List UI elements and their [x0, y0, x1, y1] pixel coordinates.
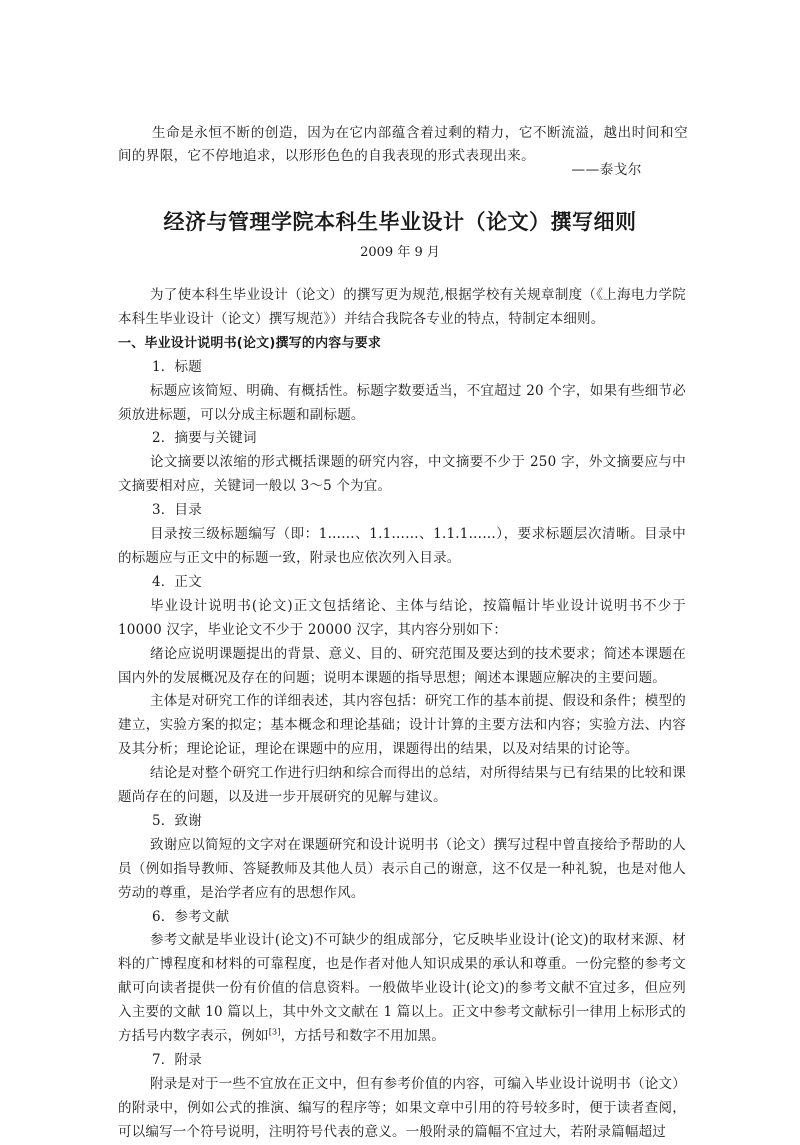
document-date: 2009 年 9 月 — [360, 245, 440, 260]
intro-paragraph: 为了使本科生毕业设计（论文）的撰写更为规范,根据学校有关规章制度（《上海电力学院本科生毕业设计（论文）撰写规范》）并结合我院各专业的特点，特制定本细则。 — [118, 287, 686, 327]
item-heading-appendix: 7．附录 — [152, 1052, 202, 1068]
document-body — [118, 284, 686, 1145]
paragraph: 结论是对整个研究工作进行归纳和综合而得出的总结，对所得结果与已有结果的比较和课题尚存在的问题，以及进一步开展研究的见解与建议。 — [118, 765, 686, 806]
paragraph: 毕业设计说明书(论文)正文包括绪论、主体与结论，按篇幅计毕业设计说明书不少于 10000 汉字，毕业论文不少于 20000 汉字，其内容分别如下： — [118, 597, 686, 638]
paragraph-text: ，方括号和数字不用加黑。 — [280, 1028, 446, 1045]
paragraph: 论文摘要以浓缩的形式概括课题的研究内容，中文摘要不少于 250 字，外文摘要应与中文摘要相对应，关键词一般以 3～5 个为宜。 — [118, 454, 686, 495]
item-heading-references: 6．参考文献 — [152, 908, 230, 925]
paragraph-text: 参考文献是毕业设计(论文)不可缺少的组成部分，它反映毕业设计(论文)的取材来源、材料的广博程度和材料的可靠程度，也是作者对他人知识成果的承认和尊重。一份完整的参考文献可向读者提供一份有价值的信息资料。一般做毕业设计(论文)的参考文献不宜过多，但应列入主要的文献 10 篇以上，其中外文文献在 1 篇以上。正文中参考文献标引一律用上标形式的方括号内数字表示，例如 — [118, 932, 686, 1045]
item-heading-body: 4．正文 — [152, 573, 202, 590]
paragraph: 主体是对研究工作的详细表述，其内容包括：研究工作的基本前提、假设和条件；模型的建立，实验方案的拟定；基本概念和理论基础；设计计算的主要方法和内容；实验方法、内容及其分析；理论论证，理论在课题中的应用，课题得出的结果，以及对结果的讨论等。 — [118, 693, 686, 758]
paragraph: 绪论应说明课题提出的背景、意义、目的、研究范围及要达到的技术要求；简述本课题在国内外的发展概况及存在的问题；说明本课题的指导思想；阐述本课题应解决的主要问题。 — [118, 645, 686, 686]
reference-superscript: [3] — [268, 1027, 281, 1037]
document-title: 经济与管理学院本科生毕业设计（论文）撰写细则 — [163, 210, 637, 234]
item-heading-toc: 3．目录 — [152, 502, 202, 519]
paragraph: 标题应该简短、明确、有概括性。标题字数要适当，不宜超过 20 个字，如果有些细节必须放进标题，可以分成主标题和副标题。 — [118, 382, 686, 423]
paragraph — [118, 929, 686, 1049]
item-heading-abstract: 2．摘要与关键词 — [152, 430, 257, 447]
item-heading-acknowledgement: 5．致谢 — [152, 812, 202, 829]
epigraph-author: ——泰戈尔 — [571, 162, 642, 178]
item-heading-title: 1．标题 — [152, 358, 202, 375]
epigraph-quote: 生命是永恒不断的创造，因为在它内部蕴含着过剩的精力，它不断流溢，越出时间和空间的界限，它不停地追求，以形形色色的自我表现的形式表现出来。 — [118, 125, 688, 164]
paragraph: 附录是对于一些不宜放在正文中，但有参考价值的内容，可编入毕业设计说明书（论文）的附录中，例如公式的推演、编写的程序等；如果文章中引用的符号较多时，便于读者查阅，可以编写一个符号说明，注明符号代表的意义。一般附录的篇幅不宜过大，若附录篇幅超过 — [118, 1075, 686, 1140]
paragraph: 目录按三级标题编写（即：1……、1.1……、1.1.1……），要求标题层次清晰。目录中的标题应与正文中的标题一致，附录也应依次列入目录。 — [118, 526, 686, 566]
paragraph: 致谢应以简短的文字对在课题研究和设计说明书（论文）撰写过程中曾直接给予帮助的人员（例如指导教师、答疑教师及其他人员）表示自己的谢意，这不仅是一种礼貌，也是对他人劳动的尊重，是治学者应有的思想作风。 — [118, 836, 686, 901]
section-heading: 一、毕业设计说明书(论文)撰写的内容与要求 — [118, 335, 382, 351]
